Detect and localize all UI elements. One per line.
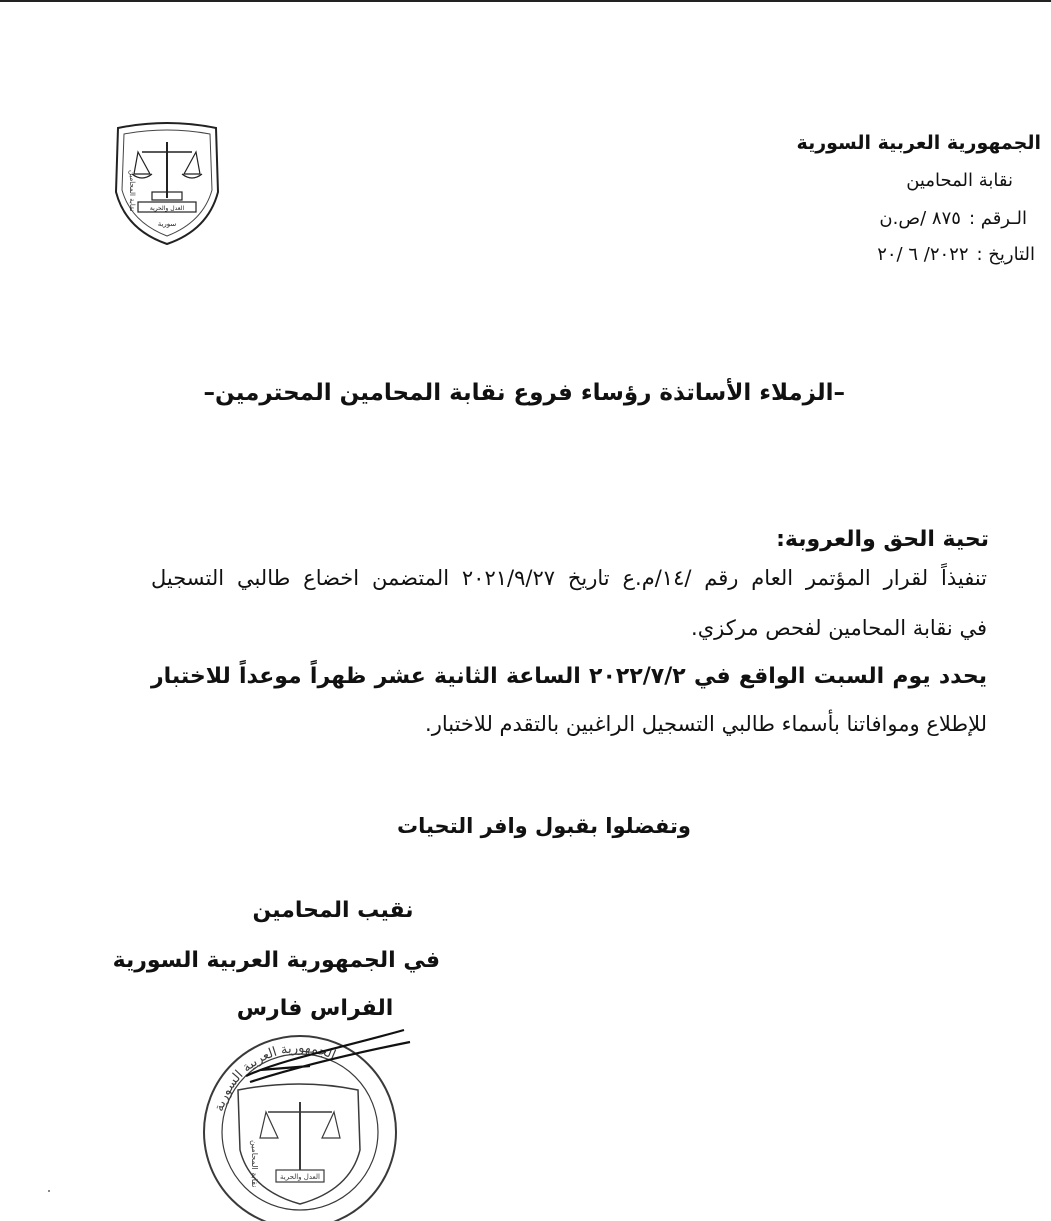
letter-date bbox=[877, 244, 1035, 265]
top-border-line bbox=[0, 0, 1051, 2]
reference-value: ٨٧٥ /ص.ن bbox=[879, 208, 961, 229]
date-label: التاريخ : bbox=[976, 244, 1035, 265]
stamp-inner-text: نقابة المحامين bbox=[250, 1140, 259, 1188]
signatory-country: في الجمهورية العربية السورية bbox=[112, 948, 440, 973]
page-dot bbox=[48, 1190, 50, 1192]
closing-line: وتفضلوا بقبول وافر التحيات bbox=[397, 814, 691, 838]
body-line-3: يحدد يوم السبت الواقع في ٢٠٢٢/٧/٢ الساعة الثانية عشر ظهراً موعداً للاختبار bbox=[151, 664, 987, 689]
body-line-1: تنفيذاً لقرار المؤتمر العام رقم /١٤/م.ع تاريخ ٢٠٢١/٩/٢٧ المتضمن اخضاع طالبي التسجيل bbox=[151, 566, 988, 590]
emblem-top-text: نقابة المحامين bbox=[128, 170, 136, 212]
official-stamp bbox=[190, 1020, 420, 1221]
stamp-ring-text: الجمهورية العربية السورية bbox=[211, 1040, 338, 1114]
emblem-banner-text: العدل والحرية bbox=[149, 205, 185, 212]
addressee-line: –الزملاء الأساتذة رؤساء فروع نقابة المحامين المحترمين– bbox=[203, 380, 845, 406]
header-syndicate: نقابة المحامين bbox=[906, 170, 1013, 191]
body-line-4: للإطلاع وموافاتنا بأسماء طالبي التسجيل الراغبين بالتقدم للاختبار. bbox=[425, 712, 987, 736]
syndicate-emblem bbox=[108, 122, 226, 248]
body-line-2: في نقابة المحامين لفحص مركزي. bbox=[691, 616, 987, 640]
signatory-title: نقيب المحامين bbox=[252, 898, 414, 923]
emblem-bottom-text: سورية bbox=[157, 220, 177, 228]
reference-number bbox=[879, 208, 1027, 229]
greeting: تحية الحق والعروبة: bbox=[776, 527, 989, 552]
header-country: الجمهورية العربية السورية bbox=[796, 132, 1041, 154]
stamp-banner-text: العدل والحرية bbox=[280, 1173, 320, 1181]
date-value: ٢٠٢٢/ ٦ /٢٠ bbox=[877, 244, 969, 265]
reference-label: الـرقم : bbox=[968, 208, 1027, 229]
signatory-name: الفراس فارس bbox=[236, 996, 394, 1021]
